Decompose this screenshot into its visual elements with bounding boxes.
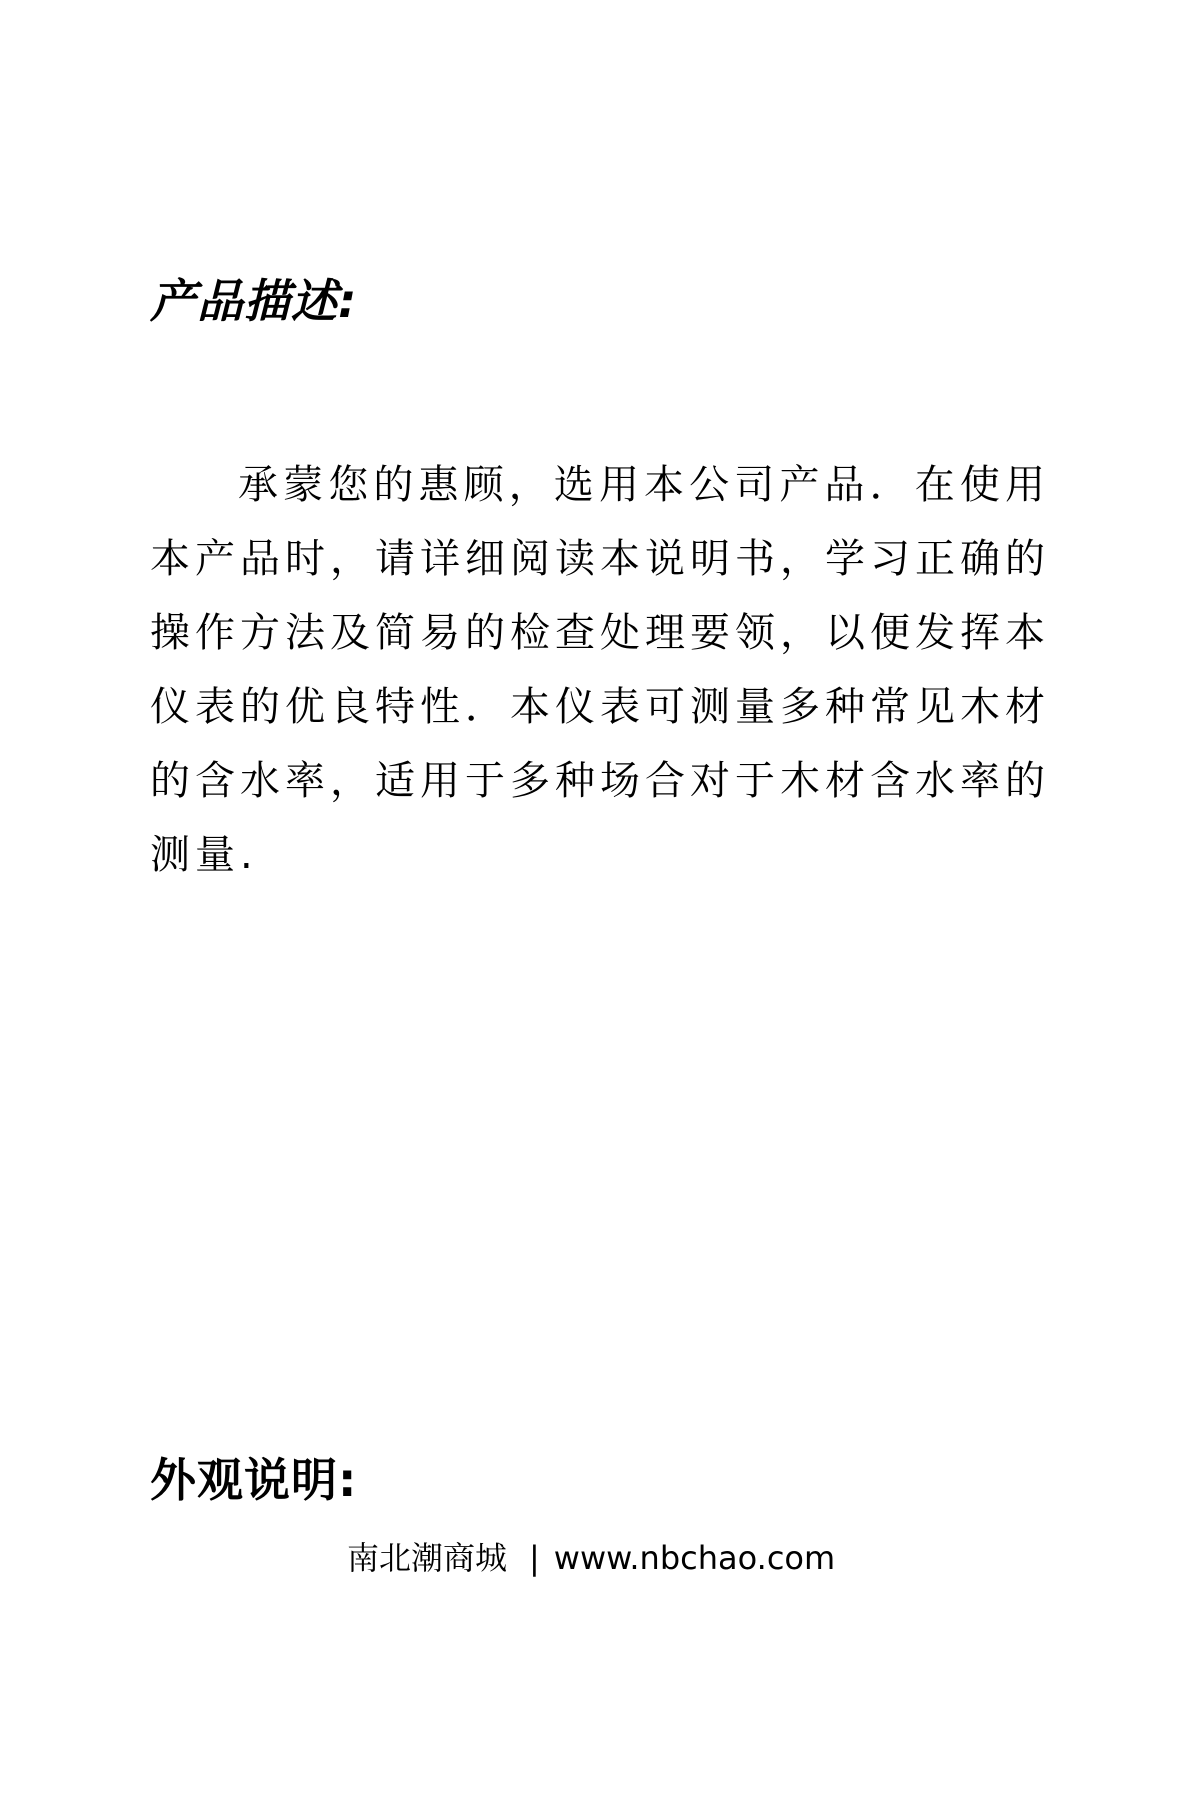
product-description-paragraph: 承蒙您的惠顾，选用本公司产品．在使用本产品时，请详细阅读本说明书，学习正确的操作方法及简易的检查处理要领，以便发挥本仪表的优良特性．本仪表可测量多种常见木材的含水率，适用于多种场合对于木材含水率的测量. <box>150 462 1050 878</box>
footer-url: www.nbchao.com <box>553 1539 836 1577</box>
footer-site-name: 南北潮商城 <box>347 1539 508 1577</box>
footer-separator: | <box>529 1539 540 1577</box>
footer-watermark <box>347 1539 836 1577</box>
appearance-description-heading: 外观说明: <box>150 1453 358 1507</box>
product-description-heading: 产品描述: <box>150 274 358 328</box>
